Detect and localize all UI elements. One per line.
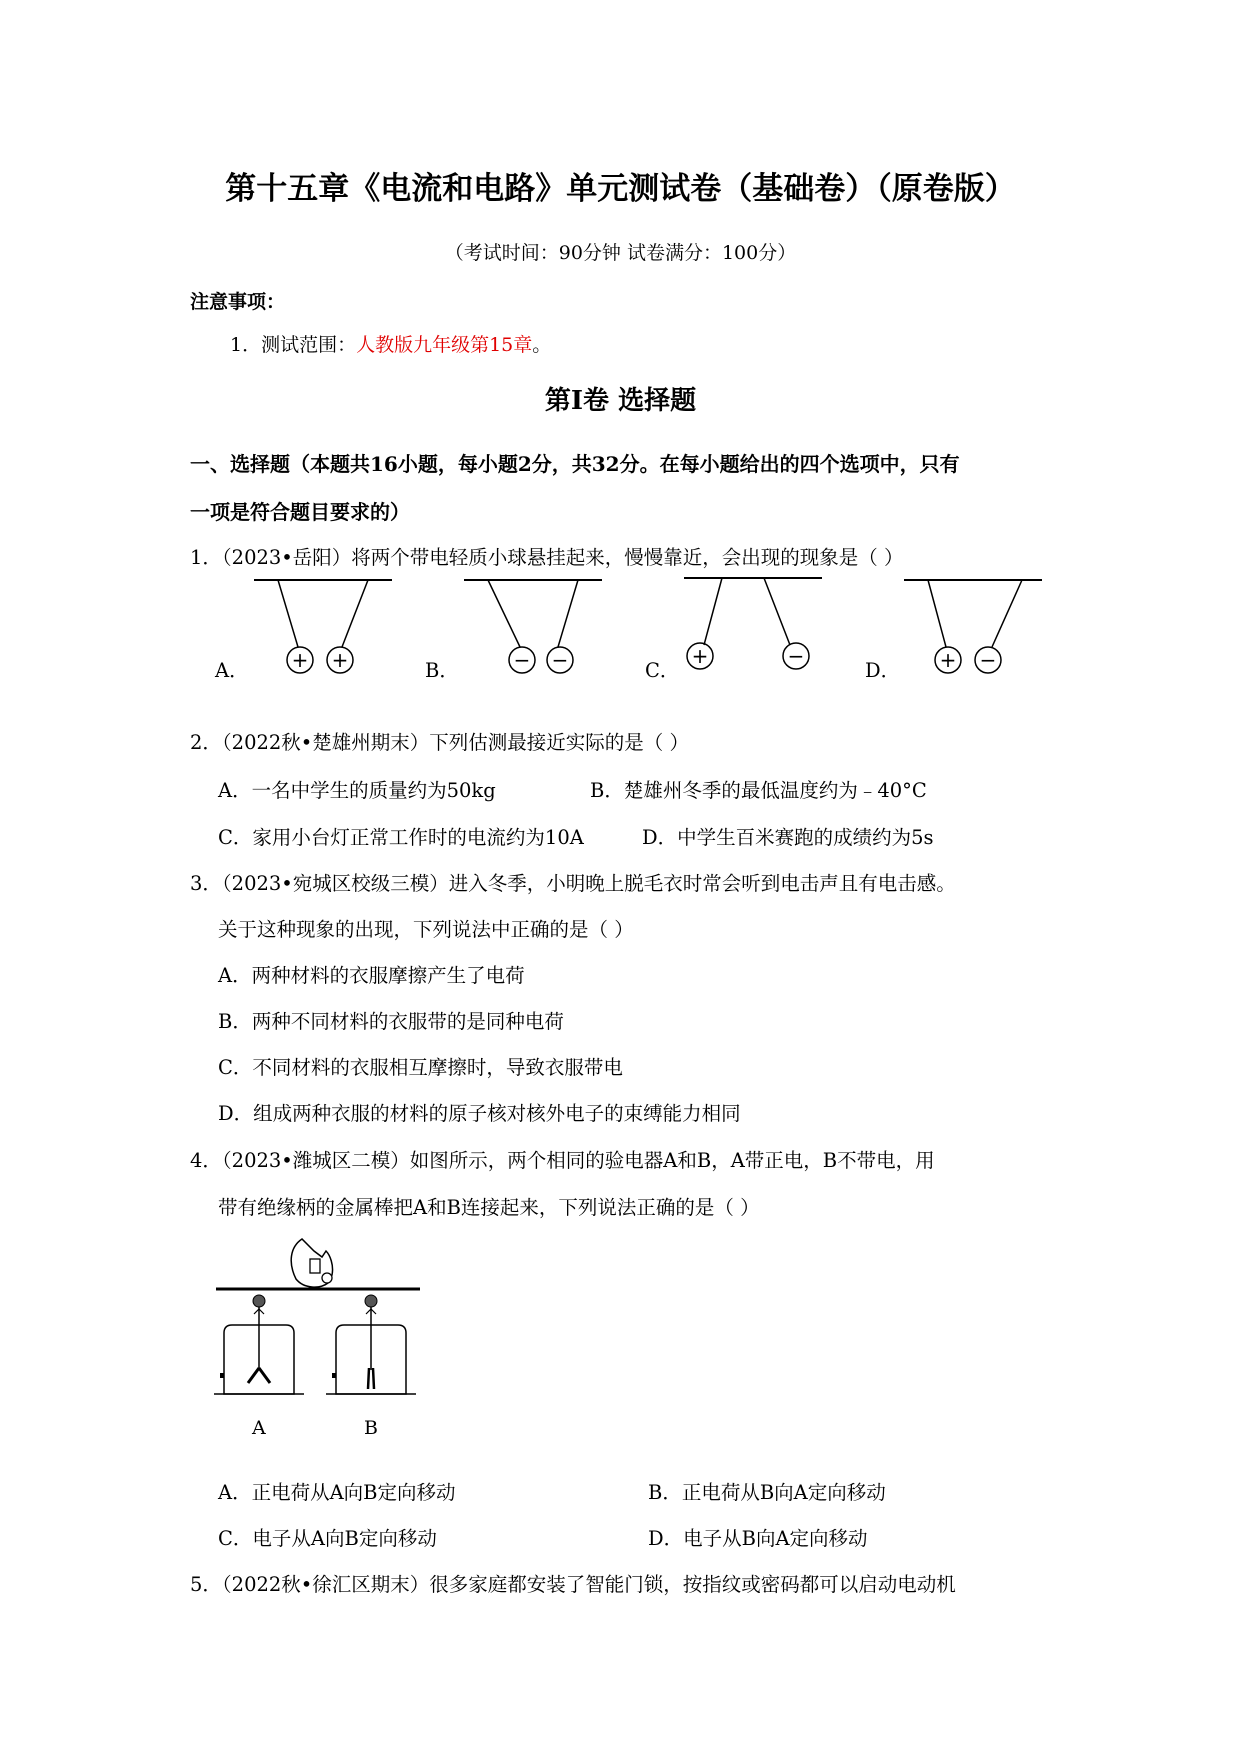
fingertip xyxy=(322,1273,332,1283)
jar-mark xyxy=(220,1373,224,1378)
section-title: 第Ⅰ卷 选择题 xyxy=(544,386,697,416)
electroscope-figure xyxy=(210,1235,430,1455)
charge-sign: − xyxy=(979,648,997,672)
q4-option-d: D．电子从B向A定向移动 xyxy=(648,1527,868,1550)
q1-figure-c xyxy=(680,576,830,676)
question-text: （2023•宛城区校级三模）进入冬季，小明晚上脱毛衣时常会听到电击声且有电击感。 xyxy=(221,872,956,895)
q1-option-c-label: C． xyxy=(645,659,680,682)
thread xyxy=(764,578,790,645)
scope-suffix: 。 xyxy=(532,334,552,356)
question-4-continued: 带有绝缘柄的金属棒把A和B连接起来，下列说法正确的是（ ） xyxy=(218,1196,760,1219)
page-title: 第十五章《电流和电路》单元测试卷（基础卷）（原卷版） xyxy=(225,171,1016,207)
q2-option-c: C．家用小台灯正常工作时的电流约为10A xyxy=(218,826,584,849)
question-5 xyxy=(190,1569,956,1597)
q4-option-b: B．正电荷从B向A定向移动 xyxy=(648,1481,886,1504)
thread xyxy=(558,580,578,647)
question-text: （2023•岳阳）将两个带电轻质小球悬挂起来，慢慢靠近，会出现的现象是（ ） xyxy=(221,546,904,569)
charge-sign: − xyxy=(787,644,805,668)
electroscope-a-leaves xyxy=(248,1368,270,1383)
thread xyxy=(342,580,368,647)
thread xyxy=(488,580,520,647)
q1-option-a-label: A． xyxy=(215,659,249,682)
charge-sign: + xyxy=(291,648,309,672)
charge-sign: − xyxy=(551,648,569,672)
q1-figure-d xyxy=(900,578,1050,678)
test-scope xyxy=(230,330,551,357)
q3-option-a: A．两种材料的衣服摩擦产生了电荷 xyxy=(218,964,525,987)
q1-option-b-label: B． xyxy=(425,659,459,682)
electroscope-b-label: B xyxy=(364,1417,378,1439)
q2-option-d: D．中学生百米赛跑的成绩约为5s xyxy=(642,826,934,849)
scope-value: 人教版九年级第15章 xyxy=(356,334,533,356)
thread xyxy=(278,580,298,647)
thread xyxy=(992,580,1022,647)
question-text: （2022秋•徐汇区期末）很多家庭都安装了智能门锁，按指纹或密码都可以启动电动机 xyxy=(221,1573,956,1596)
question-text: （2022秋•楚雄州期末）下列估测最接近实际的是（ ） xyxy=(221,731,689,754)
q3-option-c: C．不同材料的衣服相互摩擦时，导致衣服带电 xyxy=(218,1056,623,1079)
thread xyxy=(928,580,946,647)
q1-figure-b xyxy=(460,578,610,678)
q2-option-a: A．一名中学生的质量约为50kg xyxy=(218,779,496,802)
scope-prefix: 1．测试范围： xyxy=(230,334,357,356)
insulating-handle xyxy=(310,1259,320,1273)
question-2 xyxy=(190,727,689,755)
question-number: 4． xyxy=(190,1149,222,1172)
q4-option-c: C．电子从A向B定向移动 xyxy=(218,1527,437,1550)
q3-option-d: D．组成两种衣服的材料的原子核对核外电子的束缚能力相同 xyxy=(218,1102,741,1125)
question-1 xyxy=(190,542,904,570)
question-number: 1． xyxy=(190,546,222,569)
electroscope-b-knob xyxy=(365,1295,377,1307)
question-4 xyxy=(190,1145,935,1173)
q1-figure-a xyxy=(250,578,400,678)
question-text: （2023•潍城区二模）如图所示，两个相同的验电器A和B，A带正电，B不带电，用 xyxy=(221,1149,935,1172)
q4-option-a: A．正电荷从A向B定向移动 xyxy=(218,1481,456,1504)
question-3-continued: 关于这种现象的出现，下列说法中正确的是（ ） xyxy=(218,918,634,941)
charge-sign: − xyxy=(513,648,531,672)
question-number: 5． xyxy=(190,1573,222,1596)
electroscope-a-knob xyxy=(253,1295,265,1307)
electroscope-a-label: A xyxy=(252,1417,266,1439)
q2-option-b: B．楚雄州冬季的最低温度约为﹣40°C xyxy=(590,779,927,802)
question-3 xyxy=(190,868,956,896)
charge-sign: + xyxy=(331,648,349,672)
charge-sign: + xyxy=(939,648,957,672)
thread xyxy=(704,578,722,645)
section-instruction-line1: 一、选择题（本题共16小题，每小题2分，共32分。在每小题给出的四个选项中，只有 xyxy=(190,452,960,476)
charge-sign: + xyxy=(691,644,709,668)
electroscope-b-leaves xyxy=(368,1368,374,1389)
question-number: 2． xyxy=(190,731,222,754)
exam-info: （考试时间：90分钟 试卷满分：100分） xyxy=(444,242,797,264)
q3-option-b: B．两种不同材料的衣服带的是同种电荷 xyxy=(218,1010,564,1033)
q1-option-d-label: D． xyxy=(865,659,901,682)
jar-mark xyxy=(332,1373,336,1378)
question-number: 3． xyxy=(190,872,222,895)
notice-label: 注意事项： xyxy=(190,291,286,313)
section-instruction-line2: 一项是符合题目要求的） xyxy=(190,500,410,524)
